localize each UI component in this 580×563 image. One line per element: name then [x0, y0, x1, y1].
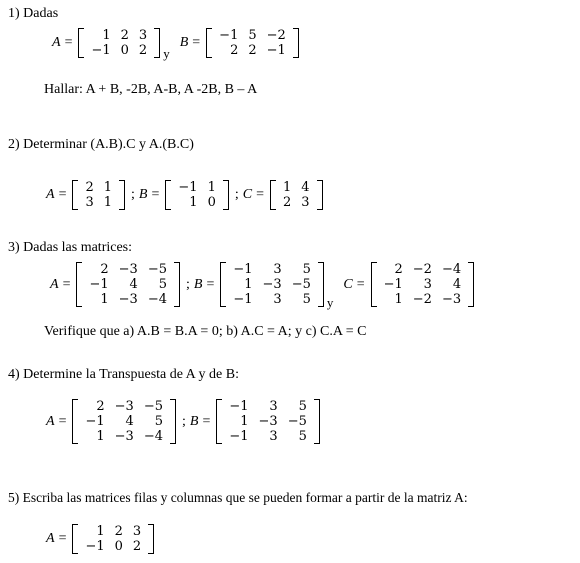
matrix-grid [214, 28, 291, 58]
matrix-entry: −5 [291, 277, 311, 292]
matrix-entry: −3 [114, 399, 134, 414]
matrix-row [228, 292, 316, 307]
matrix-entry: 0 [114, 539, 123, 554]
matrix-grid [86, 28, 152, 58]
matrix-entry: 4 [125, 414, 134, 429]
matrix-b [165, 180, 228, 210]
matrix-row [224, 429, 312, 444]
matrix-row [84, 277, 172, 292]
matrix-entry: 2 [248, 43, 257, 58]
matrix-entry: −1 [85, 414, 105, 429]
equals-sign: = [58, 187, 67, 202]
equals-sign: = [58, 531, 67, 546]
matrix-a-label: A [50, 276, 59, 292]
matrix-row [379, 277, 467, 292]
matrix-grid [228, 262, 316, 307]
matrix-entry: −1 [383, 277, 403, 292]
matrix-row [80, 180, 117, 195]
matrix-grid [379, 262, 467, 307]
matrix-row [80, 524, 146, 539]
matrix-row [80, 195, 117, 210]
matrix-entry: −4 [147, 292, 167, 307]
conjunction-y: y [326, 295, 334, 310]
matrix-entry: 2 [100, 262, 109, 277]
matrix-entry: 3 [273, 292, 282, 307]
matrix-grid [84, 262, 172, 307]
matrix-entry: 5 [248, 28, 257, 43]
problem-5-heading: 5) Escriba las matrices filas y columnas que se pueden formar a partir de la matriz A: [8, 490, 468, 505]
matrix-a-label: A [52, 35, 61, 50]
matrix-entry: −3 [262, 277, 282, 292]
matrix-b-label: B [138, 187, 148, 202]
equals-sign: = [256, 187, 264, 202]
matrix-grid [173, 180, 220, 210]
matrix-entry: 3 [269, 399, 278, 414]
matrix-row [84, 262, 172, 277]
matrix-row [80, 414, 168, 429]
matrix-entry: 3 [132, 524, 142, 539]
matrix-entry: 2 [120, 28, 129, 43]
separator: ; [185, 276, 190, 292]
matrix-a [72, 524, 154, 554]
matrix-entry: 2 [132, 539, 142, 554]
matrix-grid [224, 399, 312, 444]
equals-sign: = [192, 35, 201, 50]
problem-2-heading: 2) Determinar (A.B).C y A.(B.C) [8, 137, 194, 152]
matrix-entry: −1 [91, 43, 111, 58]
matrix-row [173, 195, 220, 210]
matrix-entry: 3 [138, 28, 148, 43]
matrix-row [80, 429, 168, 444]
matrix-entry: 2 [230, 43, 239, 58]
equals-sign: = [206, 276, 215, 292]
matrix-row [84, 292, 172, 307]
matrix-entry: −1 [219, 28, 239, 43]
matrix-entry: −1 [229, 429, 249, 444]
problem-4-equation [46, 399, 322, 444]
matrix-entry: 0 [120, 43, 129, 58]
matrix-a-label: A [46, 413, 55, 429]
matrix-entry: −1 [89, 277, 109, 292]
conjunction-y: y [163, 46, 170, 61]
matrix-entry: −5 [147, 262, 167, 277]
matrix-entry: 5 [298, 429, 307, 444]
matrix-entry: −1 [178, 180, 198, 195]
matrix-row [379, 292, 467, 307]
matrix-entry: −3 [118, 292, 138, 307]
matrix-row [379, 262, 467, 277]
matrix-entry: −2 [266, 28, 286, 43]
matrix-entry: −4 [441, 262, 462, 277]
matrix-entry: −2 [412, 292, 432, 307]
equals-sign: = [58, 413, 67, 429]
matrix-a [78, 28, 160, 58]
matrix-c [270, 180, 323, 210]
matrix-row [214, 43, 291, 58]
matrix-entry: 5 [298, 399, 307, 414]
matrix-grid [278, 180, 315, 210]
matrix-entry: 5 [158, 277, 167, 292]
equals-sign: = [62, 276, 71, 292]
matrix-c-label: C [242, 187, 253, 202]
matrix-entry: 1 [394, 292, 403, 307]
problem-4-heading: 4) Determine la Transpuesta de A y de B: [8, 367, 239, 382]
matrix-entry: 1 [96, 429, 105, 444]
matrix-row [80, 539, 146, 554]
equals-sign: = [202, 413, 211, 429]
matrix-entry: 5 [302, 262, 311, 277]
matrix-b-label: B [179, 35, 189, 50]
matrix-grid [80, 524, 146, 554]
matrix-entry: −4 [143, 429, 163, 444]
matrix-entry: −1 [233, 292, 253, 307]
matrix-a-label: A [46, 187, 55, 202]
matrix-a [72, 180, 125, 210]
matrix-entry: −5 [287, 414, 307, 429]
problem-1-equation [52, 28, 301, 61]
matrix-entry: 1 [103, 180, 113, 195]
matrix-entry: −1 [266, 43, 286, 58]
problem-3-heading: 3) Dadas las matrices: [8, 240, 133, 255]
matrix-entry: 1 [282, 180, 292, 195]
matrix-entry: 3 [273, 262, 282, 277]
matrix-entry: −1 [85, 539, 105, 554]
matrix-entry: 4 [129, 277, 138, 292]
matrix-entry: 2 [96, 399, 105, 414]
matrix-entry: −3 [118, 262, 138, 277]
matrix-entry: 3 [269, 429, 278, 444]
matrix-b-label: B [193, 276, 203, 292]
matrix-entry: 2 [114, 524, 123, 539]
matrix-entry: 4 [301, 180, 310, 195]
matrix-row [173, 180, 220, 195]
matrix-b [206, 28, 299, 58]
matrix-entry: 5 [154, 414, 163, 429]
matrix-entry: −2 [412, 262, 432, 277]
matrix-row [278, 180, 315, 195]
matrix-entry: 4 [452, 277, 462, 292]
matrix-a [72, 399, 176, 444]
matrix-row [224, 414, 312, 429]
matrix-c-label: C [343, 276, 353, 292]
matrix-row [86, 28, 152, 43]
matrix-row [80, 399, 168, 414]
matrix-entry: 1 [240, 414, 249, 429]
matrix-b [220, 262, 324, 307]
matrix-entry: −3 [114, 429, 134, 444]
matrix-entry: 1 [244, 277, 253, 292]
matrix-grid [80, 399, 168, 444]
matrix-b-label: B [189, 413, 199, 429]
matrix-a [76, 262, 180, 307]
matrix-entry: −5 [143, 399, 163, 414]
matrix-entry: 2 [85, 180, 94, 195]
problem-3-instruction: Verifique que a) A.B = B.A = 0; b) A.C = A; y c) C.A = C [44, 324, 367, 339]
matrix-entry: 1 [207, 180, 216, 195]
separator: ; [234, 187, 239, 202]
matrix-entry: −1 [233, 262, 253, 277]
matrix-entry: 0 [207, 195, 216, 210]
matrix-entry: −1 [229, 399, 249, 414]
matrix-entry: 1 [100, 292, 109, 307]
matrix-row [224, 399, 312, 414]
problem-1-instruction: Hallar: A + B, -2B, A-B, A -2B, B – A [44, 82, 258, 97]
matrix-entry: 3 [423, 277, 432, 292]
matrix-entry: 1 [189, 195, 198, 210]
matrix-row [278, 195, 315, 210]
matrix-entry: 5 [302, 292, 311, 307]
matrix-entry: 2 [394, 262, 403, 277]
problem-1-heading: 1) Dadas [8, 6, 59, 21]
matrix-entry: 1 [103, 195, 113, 210]
matrix-entry: −3 [441, 292, 462, 307]
equals-sign: = [64, 35, 73, 50]
matrix-grid [80, 180, 117, 210]
matrix-a-label: A [46, 531, 55, 546]
matrix-row [228, 262, 316, 277]
matrix-c [371, 262, 475, 307]
matrix-entry: 3 [301, 195, 310, 210]
equals-sign: = [356, 276, 365, 292]
matrix-entry: −3 [258, 414, 278, 429]
matrix-entry: 2 [282, 195, 292, 210]
matrix-row [86, 43, 152, 58]
separator: ; [131, 187, 135, 202]
matrix-row [214, 28, 291, 43]
matrix-b [216, 399, 320, 444]
problem-2-equation [46, 180, 325, 210]
problem-3-equation [50, 262, 476, 310]
matrix-entry: 2 [138, 43, 148, 58]
matrix-entry: 3 [85, 195, 94, 210]
matrix-row [228, 277, 316, 292]
problem-5-equation [46, 524, 156, 554]
matrix-entry: 1 [96, 524, 105, 539]
equals-sign: = [151, 187, 160, 202]
separator: ; [181, 413, 186, 429]
matrix-entry: 1 [102, 28, 111, 43]
